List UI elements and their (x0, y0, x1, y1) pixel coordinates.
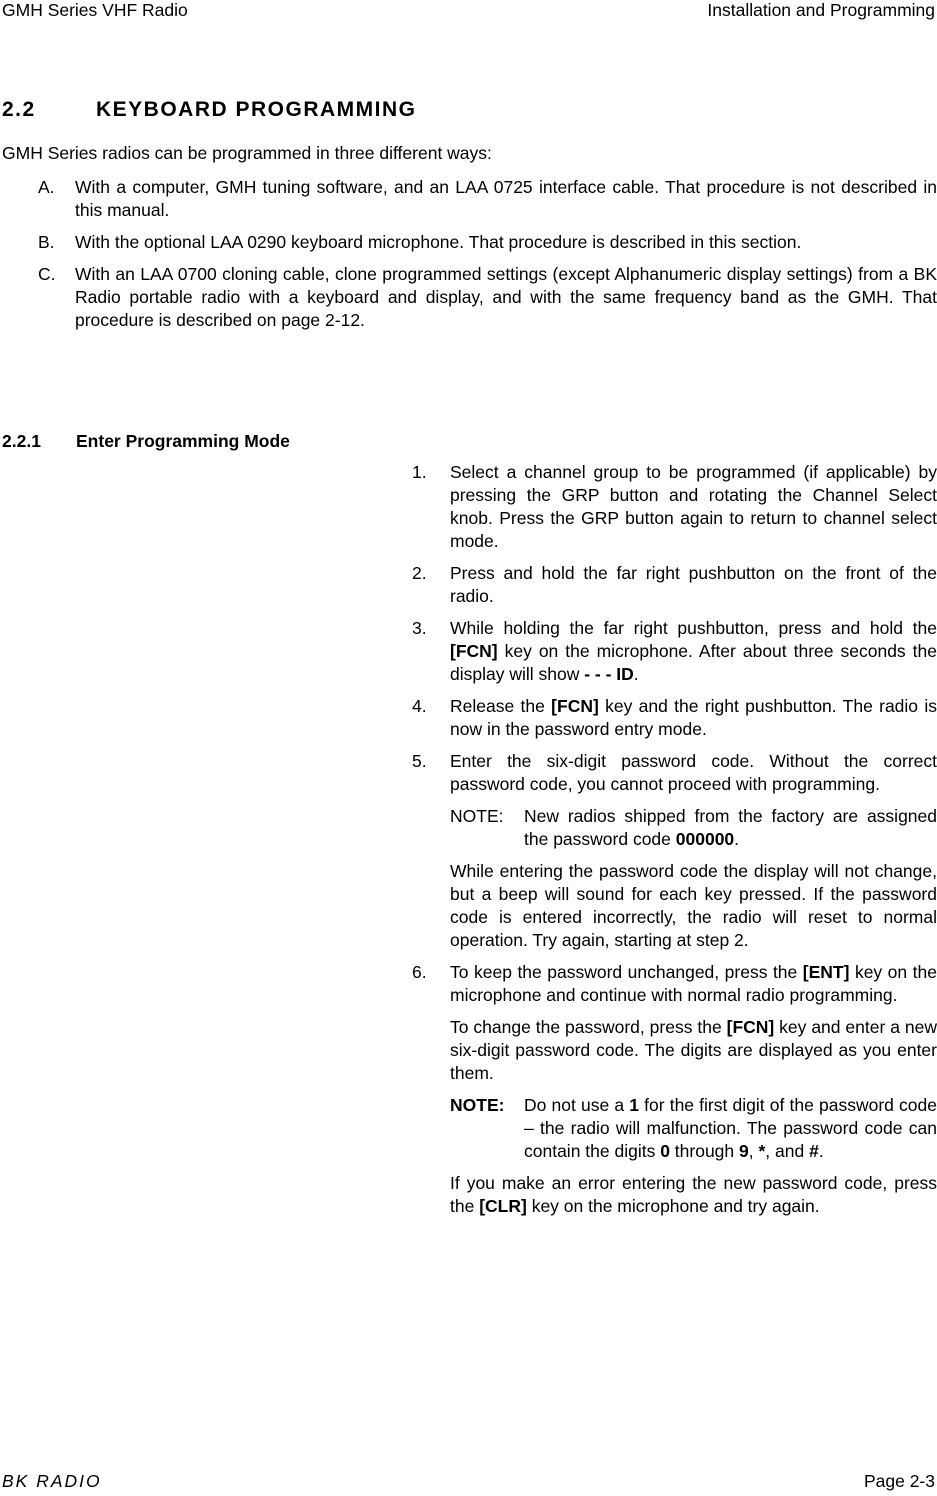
subsection-title: Enter Programming Mode (76, 431, 290, 451)
method-text: With the optional LAA 0290 keyboard microphone. That procedure is described in this section. (75, 232, 802, 252)
section-number: 2.2 (2, 98, 36, 121)
step-number: 2. (412, 563, 427, 583)
step-number: 3. (412, 618, 427, 638)
key-label: [FCN] (450, 641, 498, 661)
step-4 (412, 695, 937, 741)
step-text: Release the [FCN] key and the right pushbutton. The radio is now in the password entry mode. (450, 696, 937, 739)
method-item-c (2, 263, 937, 332)
method-text: With a computer, GMH tuning software, and an LAA 0725 interface cable. That procedure is not described in this manual. (75, 177, 937, 220)
warning-note: NOTE: Do not use a 1 for the first digit of the password code – the radio will malfunction. The password code can contain the digits 0 through 9, *, and #. (450, 1095, 937, 1161)
method-label: B. (38, 232, 55, 252)
method-item-b (2, 231, 937, 254)
step-3 (412, 617, 937, 686)
method-item-a (2, 176, 937, 222)
key-label: [FCN] (726, 1017, 775, 1037)
subsection-heading (2, 430, 290, 452)
section-heading (2, 97, 417, 123)
step-paragraph: While entering the password code the display will not change, but a beep will sound for each key pressed. If the password code is entered incorrectly, the radio will reset to normal operation. Try again, starting at step 2. (450, 861, 937, 950)
display-readout: - - - ID (584, 664, 634, 684)
key-label: [FCN] (551, 696, 599, 716)
key-label: [CLR] (479, 1196, 527, 1216)
footer-brand: BK RADIO (2, 1471, 102, 1491)
step-number: 4. (412, 696, 427, 716)
step-1 (412, 461, 937, 553)
step-number: 5. (412, 751, 427, 771)
step-6 (412, 961, 937, 1218)
page-number: Page 2-3 (863, 1471, 935, 1491)
step-2 (412, 562, 937, 608)
step-text: Press and hold the far right pushbutton on the front of the radio. (450, 563, 937, 606)
step-text: Enter the six-digit password code. Without the correct password code, you cannot proceed with programming. (450, 751, 937, 794)
step-5 (412, 750, 937, 952)
step-paragraph: To change the password, press the [FCN] key and enter a new six-digit password code. The digits are displayed as you enter them. (450, 1017, 937, 1083)
subsection-number: 2.2.1 (2, 431, 41, 451)
procedure-steps (412, 461, 937, 1227)
method-text: With an LAA 0700 cloning cable, clone programmed settings (except Alphanumeric display settings) from a BK Radio portable radio with a keyboard and display, and with the same frequency band as the GMH. That procedure is described on page 2-12. (75, 264, 937, 330)
running-header-title: GMH Series VHF Radio (2, 0, 188, 20)
key-label: [ENT] (802, 962, 850, 982)
password-code: 000000 (675, 829, 735, 849)
note: NOTE: New radios shipped from the factory are assigned the password code 000000. (450, 806, 937, 849)
method-label: A. (38, 177, 55, 197)
step-number: 6. (412, 962, 427, 982)
step-text: Select a channel group to be programmed (if applicable) by pressing the GRP button and rotating the Channel Select knob. Press the GRP button again to return to channel select mode. (450, 462, 937, 551)
section-title: KEYBOARD PROGRAMMING (96, 98, 417, 121)
note-label: NOTE: (450, 1095, 505, 1115)
section-intro: GMH Series radios can be programmed in three different ways: (2, 143, 492, 163)
step-text: While holding the far right pushbutton, press and hold the [FCN] key on the microphone. After about three seconds the display will show - - - ID. (450, 618, 937, 684)
step-number: 1. (412, 462, 427, 482)
method-label: C. (38, 264, 56, 284)
step-paragraph: If you make an error entering the new password code, press the [CLR] key on the microphone and try again. (450, 1173, 937, 1216)
step-text: To keep the password unchanged, press the [ENT] key on the microphone and continue with normal radio programming. (450, 962, 937, 1005)
method-list (2, 176, 937, 341)
running-header-chapter: Installation and Programming (707, 0, 935, 20)
note-label: NOTE: (450, 806, 504, 826)
